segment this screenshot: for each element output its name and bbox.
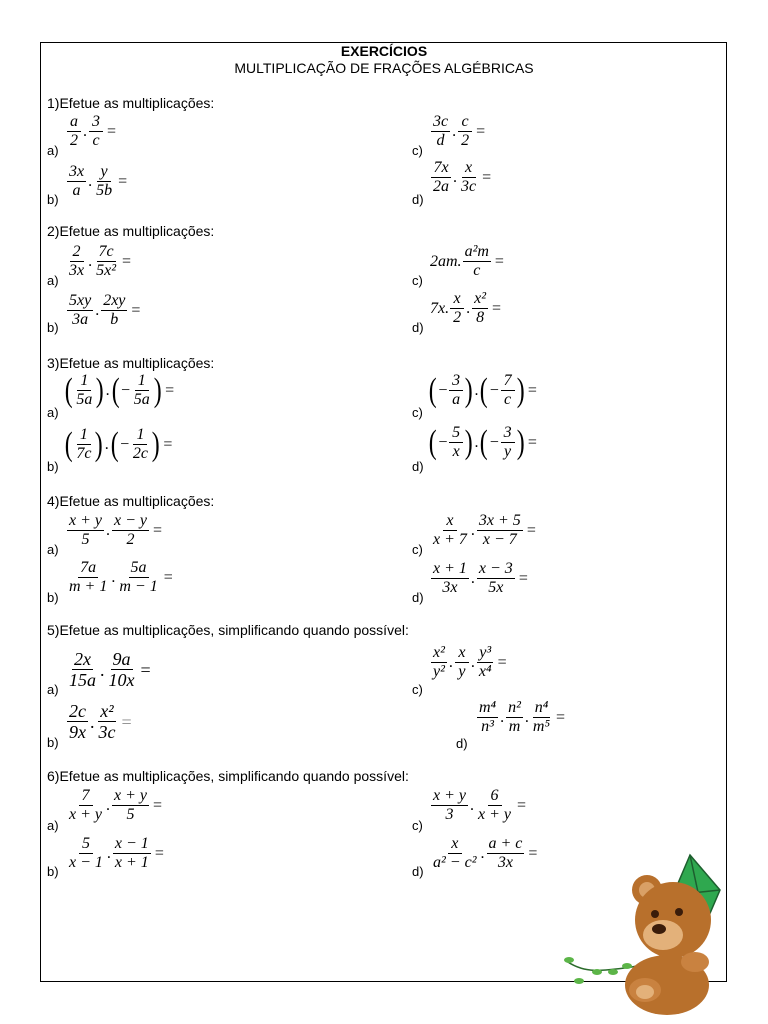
teddy-bear-icon: [625, 875, 711, 1015]
expression-4d: $\frac{x + 1}{3x}$ . $\frac{x - 3}{5x}$ =: [433, 560, 528, 596]
item-label: a): [47, 542, 59, 557]
section-6-heading: 6)Efetue as multiplicações, simplificando quando possível:: [47, 768, 409, 784]
item-label: a): [47, 405, 59, 420]
item-label: a): [47, 682, 59, 697]
item-label: d): [412, 320, 424, 335]
expression-4c: $\frac{x}{x + 7}$ . $\frac{3x + 5}{x - 7}$ =: [433, 512, 536, 548]
section-3-heading: 3)Efetue as multiplicações:: [47, 355, 215, 371]
item-label: c): [412, 542, 423, 557]
item-label: b): [47, 864, 59, 879]
expression-6c: $\frac{x + y}{3}$ . $\frac{6}{x + y}$ =: [433, 787, 527, 823]
expression-4b: $\frac{7a}{m + 1}$ . $\frac{5a}{m - 1}$ =: [69, 559, 173, 595]
expression-1c: $\frac{3c}{d}$ . $\frac{c}{2}$ =: [433, 113, 486, 149]
expression-3c: ( − $\frac{3}{a}$ ) . ( − $\frac{7}{c}$ ) =: [428, 371, 537, 409]
item-label: b): [47, 459, 59, 474]
expression-3a: ( $\frac{1}{5a}$ ) . ( − $\frac{1}{5a}$ ) =: [64, 371, 175, 409]
expression-6d: $\frac{x}{\text{a² − c²}}$ . $\frac{a + c}{3x}$ =: [433, 835, 538, 871]
section-5-heading: 5)Efetue as multiplicações, simplificando quando possível:: [47, 622, 409, 638]
item-label: a): [47, 273, 59, 288]
expression-2b: $\frac{5xy}{3a}$ . $\frac{2xy}{b}$ =: [69, 292, 141, 328]
item-label: c): [412, 143, 423, 158]
item-label: b): [47, 735, 59, 750]
leaf-icon: [564, 957, 632, 984]
expression-5c: $\frac{\text{x²}}{\text{y²}}$ . $\frac{x}{y}$ . $\frac{\text{y³}}{\text{x⁴}}$ =: [433, 644, 507, 680]
expression-6b: $\frac{5}{x - 1}$ . $\frac{x - 1}{x + 1}$ =: [69, 835, 164, 871]
item-label: d): [412, 192, 424, 207]
expression-3d: ( − $\frac{5}{x}$ ) . ( − $\frac{3}{y}$ ) =: [428, 423, 537, 461]
expression-2d: 7x. $\frac{x}{2}$ . $\frac{\text{x²}}{8}$ =: [430, 290, 502, 326]
item-label: a): [47, 818, 59, 833]
expression-1b: $\frac{3x}{a}$ . $\frac{y}{5b}$ =: [69, 163, 128, 199]
item-label: c): [412, 682, 423, 697]
expression-2a: $\frac{2}{3x}$ . $\frac{7c}{\text{5x²}}$ =: [69, 243, 132, 279]
section-4-heading: 4)Efetue as multiplicações:: [47, 493, 215, 509]
item-label: d): [412, 864, 424, 879]
item-label: c): [412, 273, 423, 288]
expression-5a: $\frac{2x}{15a}$ . $\frac{9a}{10x}$ =: [69, 649, 151, 690]
expression-6a: $\frac{7}{x + y}$ . $\frac{x + y}{5}$ =: [69, 787, 163, 823]
item-label: d): [456, 736, 468, 751]
expression-4a: $\frac{x + y}{5}$ . $\frac{x - y}{2}$ =: [69, 512, 163, 548]
expression-3b: ( $\frac{1}{7c}$ ) . ( − $\frac{1}{2c}$ ) =: [64, 425, 173, 463]
section-2-heading: 2)Efetue as multiplicações:: [47, 223, 215, 239]
expression-1a: $\frac{a}{2}$ . $\frac{3}{c}$ =: [66, 114, 116, 149]
item-label: d): [412, 590, 424, 605]
teddy-bear-kite-illustration: [555, 850, 725, 1015]
item-label: c): [412, 818, 423, 833]
item-label: c): [412, 405, 423, 420]
expression-5b: $\frac{2c}{9x}$ . $\frac{\text{x²}}{3c}$ =: [69, 701, 132, 742]
item-label: d): [412, 459, 424, 474]
worksheet-title: EXERCÍCIOS: [340, 43, 428, 59]
item-label: b): [47, 192, 59, 207]
expression-5d: $\frac{\text{m⁴}}{\text{n³}}$ . $\frac{\text{n²}}{m}$ . $\frac{\text{n⁴}}{\text{m⁵}}$ =: [479, 699, 566, 735]
expression-1d: $\frac{7x}{2a}$ . $\frac{x}{3c}$ =: [433, 159, 492, 195]
expression-2c: 2am. $\frac{\text{a²m}}{c}$ =: [430, 243, 504, 279]
worksheet-subtitle: MULTIPLICAÇÃO DE FRAÇÕES ALGÉBRICAS: [234, 60, 534, 76]
item-label: a): [47, 143, 59, 158]
section-1-heading: 1)Efetue as multiplicações:: [47, 95, 215, 111]
item-label: b): [47, 590, 59, 605]
item-label: b): [47, 320, 59, 335]
